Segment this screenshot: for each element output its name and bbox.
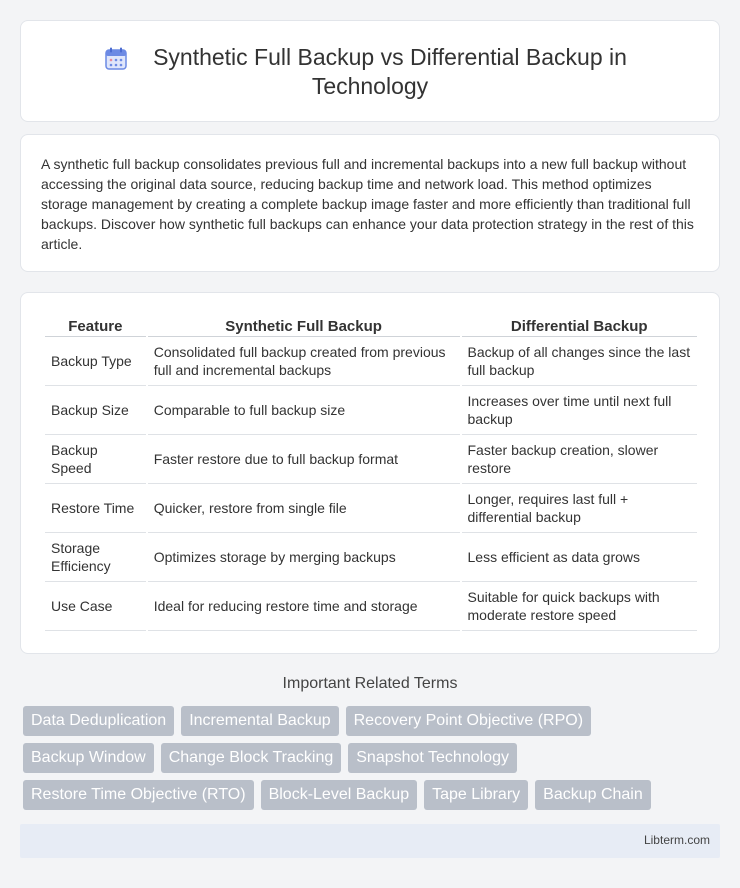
related-term-tag[interactable]: Backup Window	[23, 743, 154, 773]
differential-cell: Suitable for quick backups with moderate restore speed	[462, 582, 698, 631]
footer	[20, 824, 720, 858]
table-row	[45, 582, 697, 631]
differential-cell: Backup of all changes since the last full backup	[462, 337, 698, 386]
differential-cell: Longer, requires last full + differential backup	[462, 484, 698, 533]
header-synthetic-full-backup: Synthetic Full Backup	[148, 315, 460, 337]
intro-paragraph: A synthetic full backup consolidates previous full and incremental backups into a new full backup without accessing the original data source, reducing backup time and network load. This method optimizes storage management by creating a complete backup image faster and more efficiently than traditional full backups. Discover how synthetic full backups can enhance your data protection strategy in the rest of this article.	[41, 156, 694, 252]
differential-cell: Increases over time until next full backup	[462, 386, 698, 435]
footer-site-name[interactable]: Libterm.com	[643, 833, 710, 847]
differential-cell: Faster backup creation, slower restore	[462, 435, 698, 484]
feature-cell: Storage Efficiency	[45, 533, 146, 582]
related-term-tag[interactable]: Snapshot Technology	[348, 743, 517, 773]
intro-card	[20, 134, 720, 272]
synthetic-cell: Faster restore due to full backup format	[148, 435, 460, 484]
table-row	[45, 386, 697, 435]
synthetic-cell: Ideal for reducing restore time and storage	[148, 582, 460, 631]
synthetic-cell: Comparable to full backup size	[148, 386, 460, 435]
feature-cell: Restore Time	[45, 484, 146, 533]
feature-cell: Backup Speed	[45, 435, 146, 484]
header-feature: Feature	[45, 315, 146, 337]
table-row	[45, 337, 697, 386]
comparison-card	[20, 292, 720, 654]
synthetic-cell: Consolidated full backup created from previous full and incremental backups	[148, 337, 460, 386]
synthetic-cell: Quicker, restore from single file	[148, 484, 460, 533]
header-differential-backup: Differential Backup	[462, 315, 698, 337]
feature-cell: Backup Size	[45, 386, 146, 435]
related-term-tag[interactable]: Tape Library	[424, 780, 528, 810]
related-term-tag[interactable]: Incremental Backup	[181, 706, 338, 736]
related-terms-heading: Important Related Terms	[282, 675, 458, 692]
related-term-tag[interactable]: Data Deduplication	[23, 706, 174, 736]
table-row	[45, 533, 697, 582]
feature-cell: Backup Type	[45, 337, 146, 386]
related-terms-list	[23, 706, 723, 810]
synthetic-cell: Optimizes storage by merging backups	[148, 533, 460, 582]
related-term-tag[interactable]: Block-Level Backup	[261, 780, 418, 810]
table-header-row	[45, 315, 697, 337]
related-term-tag[interactable]: Change Block Tracking	[161, 743, 342, 773]
related-term-tag[interactable]: Backup Chain	[535, 780, 651, 810]
title-card	[20, 20, 720, 122]
feature-cell: Use Case	[45, 582, 146, 631]
table-row	[45, 484, 697, 533]
table-row	[45, 435, 697, 484]
comparison-table	[43, 315, 699, 631]
page-title: Synthetic Full Backup vs Differential Backup in Technology	[153, 44, 627, 99]
differential-cell: Less efficient as data grows	[462, 533, 698, 582]
related-term-tag[interactable]: Restore Time Objective (RTO)	[23, 780, 254, 810]
related-term-tag[interactable]: Recovery Point Objective (RPO)	[346, 706, 591, 736]
